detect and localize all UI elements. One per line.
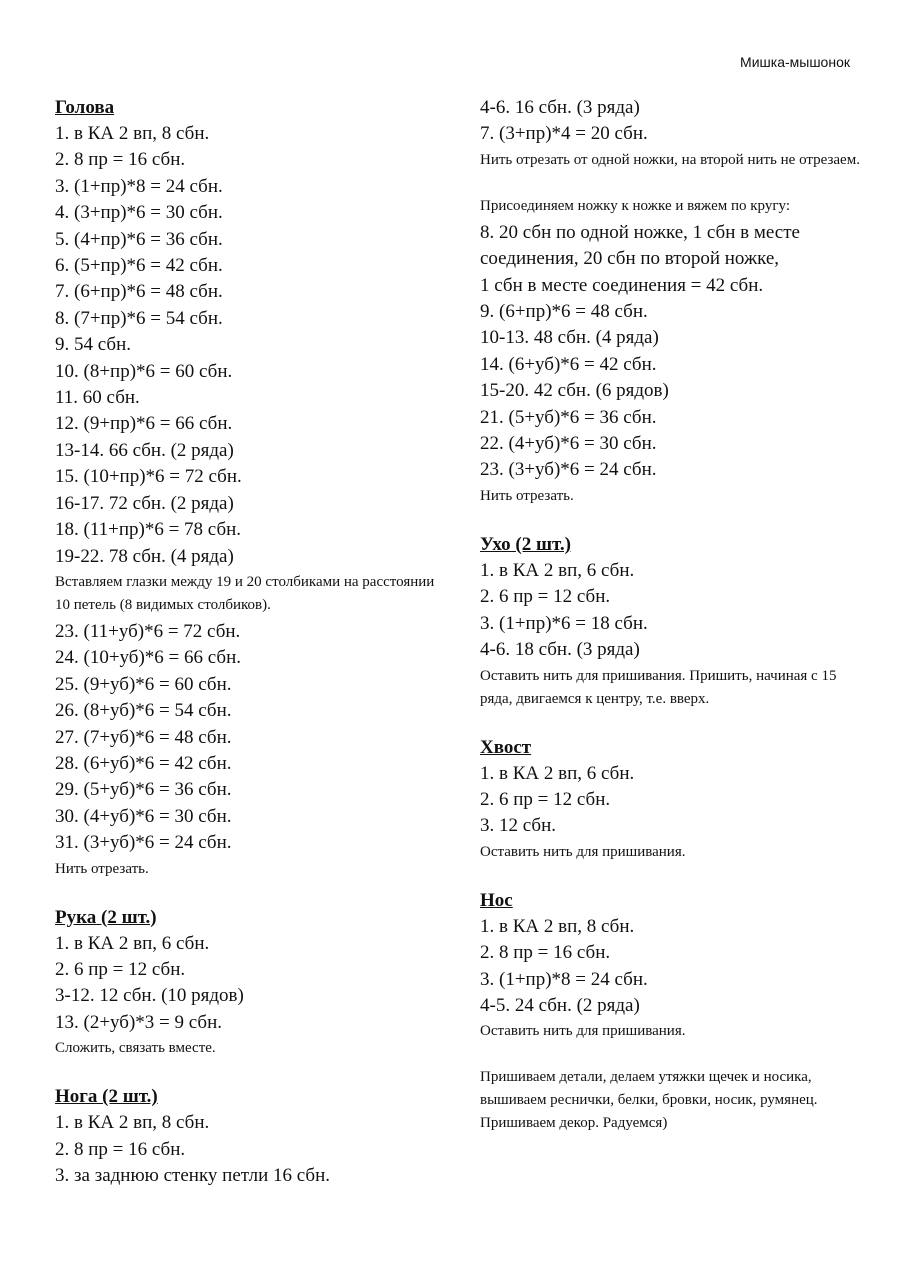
instruction-line: 10. (8+пр)*6 = 60 сбн. (55, 360, 233, 382)
instruction-line: 13. (2+уб)*3 = 9 сбн. (55, 1011, 223, 1033)
golova-lines-1 (55, 121, 435, 570)
instruction-line: 4. (3+пр)*6 = 30 сбн. (55, 202, 223, 224)
final-note: Пришиваем детали, делаем утяжки щечек и носика, вышиваем реснички, белки, бровки, носик, румянец. Пришиваем декор. Радуемся) (480, 1069, 818, 1132)
golova-note-eyes: Вставляем глазки между 19 и 20 столбиками на расстоянии 10 петель (8 видимых столбиков). (55, 573, 435, 613)
instruction-line: 10-13. 48 сбн. (4 ряда) (480, 327, 659, 349)
instruction-line: 1. в КА 2 вп, 8 сбн. (55, 1112, 210, 1134)
instruction-line: 3. 12 сбн. (480, 815, 556, 837)
instruction-line: 13-14. 66 сбн. (2 ряда) (55, 439, 234, 461)
instruction-line: 2. 6 пр = 12 сбн. (55, 958, 186, 980)
instruction-line: 23. (11+уб)*6 = 72 сбн. (55, 620, 241, 642)
instruction-line: 19-22. 78 сбн. (4 ряда) (55, 545, 234, 567)
hvost-note: Оставить нить для пришивания. (480, 843, 686, 860)
document-header: Мишка-мышонок (740, 54, 850, 70)
instruction-line: 23. (3+уб)*6 = 24 сбн. (480, 459, 657, 481)
instruction-line: 3. (1+пр)*8 = 24 сбн. (480, 968, 648, 990)
instruction-line: 4-5. 24 сбн. (2 ряда) (480, 994, 640, 1016)
golova-note-end: Нить отрезать. (55, 860, 149, 877)
instruction-line: 18. (11+пр)*6 = 78 сбн. (55, 519, 242, 541)
instruction-line: 29. (5+уб)*6 = 36 сбн. (55, 779, 232, 801)
instruction-line: 28. (6+уб)*6 = 42 сбн. (55, 752, 232, 774)
noga-note-cut: Нить отрезать от одной ножки, на второй нить не отрезаем. (480, 151, 860, 168)
instruction-line: 12. (9+пр)*6 = 66 сбн. (55, 413, 233, 435)
instruction-line: 6. (5+пр)*6 = 42 сбн. (55, 255, 223, 277)
instruction-line: 26. (8+уб)*6 = 54 сбн. (55, 700, 232, 722)
instruction-line: 22. (4+уб)*6 = 30 сбн. (480, 433, 657, 455)
instruction-line: 2. 8 пр = 16 сбн. (55, 1138, 186, 1160)
section-title-ruka: Рука (2 шт.) (55, 906, 157, 928)
instruction-line: соединения, 20 сбн по второй ножке, (480, 248, 780, 270)
noga-lines-2 (480, 220, 860, 484)
instruction-line: 4-6. 16 сбн. (3 ряда) (480, 97, 640, 118)
instruction-line: 4-6. 18 сбн. (3 ряда) (480, 639, 640, 661)
instruction-line: 24. (10+уб)*6 = 66 сбн. (55, 647, 242, 669)
instruction-line: 1. в КА 2 вп, 8 сбн. (480, 915, 635, 937)
section-title-nos: Нос (480, 889, 513, 911)
instruction-line: 3. за заднюю стенку петли 16 сбн. (55, 1165, 330, 1186)
left-column (55, 95, 435, 1189)
hvost-lines (480, 761, 860, 840)
right-column (480, 95, 860, 1137)
instruction-line: 9. (6+пр)*6 = 48 сбн. (480, 301, 648, 323)
instruction-line: 16-17. 72 сбн. (2 ряда) (55, 492, 234, 514)
instruction-line: 1 сбн в месте соединения = 42 сбн. (480, 274, 764, 296)
instruction-line: 25. (9+уб)*6 = 60 сбн. (55, 673, 232, 695)
instruction-line: 3-12. 12 сбн. (10 рядов) (55, 985, 244, 1007)
section-title-hvost: Хвост (480, 736, 532, 758)
golova-lines-2 (55, 619, 435, 857)
instruction-line: 31. (3+уб)*6 = 24 сбн. (55, 832, 232, 854)
instruction-line: 7. (6+пр)*6 = 48 сбн. (55, 281, 223, 303)
instruction-line: 8. (7+пр)*6 = 54 сбн. (55, 307, 223, 329)
noga-lines (55, 1110, 435, 1189)
nos-note: Оставить нить для пришивания. (480, 1023, 686, 1040)
instruction-line: 5. (4+пр)*6 = 36 сбн. (55, 228, 223, 250)
instruction-line: 2. 6 пр = 12 сбн. (480, 788, 611, 810)
nos-lines (480, 914, 860, 1020)
instruction-line: 30. (4+уб)*6 = 30 сбн. (55, 805, 232, 827)
noga-note-end: Нить отрезать. (480, 487, 574, 504)
noga-lines-right (480, 95, 860, 148)
instruction-line: 15. (10+пр)*6 = 72 сбн. (55, 466, 242, 488)
uho-note: Оставить нить для пришивания. Пришить, начиная с 15 ряда, двигаемся к центру, т.е. вверх. (480, 667, 837, 707)
instruction-line: 2. 6 пр = 12 сбн. (480, 586, 611, 608)
instruction-line: 2. 8 пр = 16 сбн. (480, 942, 611, 964)
instruction-line: 9. 54 сбн. (55, 334, 131, 356)
instruction-line: 11. 60 сбн. (55, 387, 140, 409)
instruction-line: 3. (1+пр)*8 = 24 сбн. (55, 175, 223, 197)
instruction-line: 21. (5+уб)*6 = 36 сбн. (480, 406, 657, 428)
noga-note-join: Присоединяем ножку к ножке и вяжем по кругу: (480, 197, 790, 214)
instruction-line: 1. в КА 2 вп, 6 сбн. (480, 762, 635, 784)
instruction-line: 27. (7+уб)*6 = 48 сбн. (55, 726, 232, 748)
instruction-line: 14. (6+уб)*6 = 42 сбн. (480, 353, 657, 375)
section-title-noga: Нога (2 шт.) (55, 1086, 158, 1108)
section-title-uho: Ухо (2 шт.) (480, 533, 572, 555)
instruction-line: 7. (3+пр)*4 = 20 сбн. (480, 123, 648, 145)
instruction-line: 8. 20 сбн по одной ножке, 1 сбн в месте (480, 221, 800, 243)
instruction-line: 1. в КА 2 вп, 6 сбн. (55, 932, 210, 954)
instruction-line: 1. в КА 2 вп, 8 сбн. (55, 123, 210, 144)
section-title-golova: Голова (55, 97, 115, 118)
uho-lines (480, 558, 860, 664)
instruction-line: 3. (1+пр)*6 = 18 сбн. (480, 612, 648, 634)
instruction-line: 15-20. 42 сбн. (6 рядов) (480, 380, 669, 402)
ruka-lines (55, 931, 435, 1037)
ruka-note: Сложить, связать вместе. (55, 1040, 216, 1057)
instruction-line: 2. 8 пр = 16 сбн. (55, 149, 186, 171)
instruction-line: 1. в КА 2 вп, 6 сбн. (480, 559, 635, 581)
